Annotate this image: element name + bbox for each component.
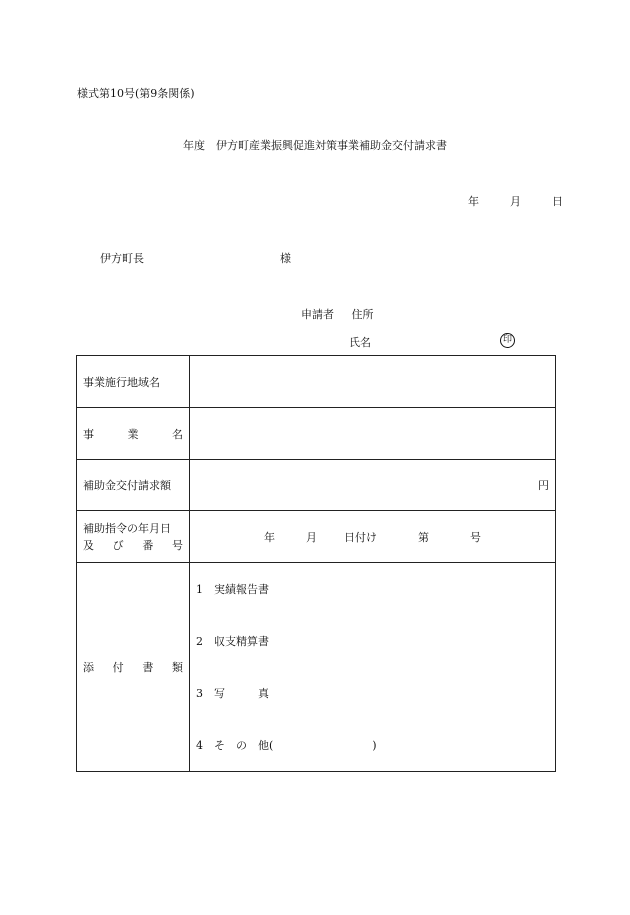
applicant-name-label: 氏名 — [349, 336, 371, 349]
attachment-text: 収支精算書 — [214, 635, 269, 648]
project-field[interactable] — [190, 408, 556, 460]
addressee-line — [100, 250, 291, 266]
directive-label-char: 番 — [142, 538, 154, 552]
table-row — [77, 563, 556, 772]
project-label-char: 名 — [172, 427, 183, 441]
list-item — [196, 563, 555, 615]
date-year: 年 — [468, 195, 479, 208]
seal-mark-icon: 印 — [500, 333, 515, 348]
attachments-list — [190, 563, 556, 772]
attachments-label-char: 付 — [112, 661, 124, 674]
date-month: 月 — [510, 195, 521, 208]
amount-field[interactable] — [190, 460, 556, 511]
attachments-label — [77, 563, 190, 772]
project-label-char: 業 — [127, 427, 139, 441]
directive-label-char: び — [112, 538, 124, 552]
attachments-label-char: 書 — [142, 661, 154, 674]
table-row — [77, 408, 556, 460]
directive-dated: 日付け — [344, 530, 377, 544]
attachment-text: 実績報告書 — [214, 583, 269, 596]
list-item — [196, 667, 555, 719]
form-number: 様式第10号(第9条関係) — [77, 87, 195, 100]
request-form-table — [76, 355, 556, 772]
directive-label-char: 及 — [83, 538, 94, 552]
address-label: 住所 — [351, 308, 374, 321]
addressee-name: 伊方町長 — [100, 252, 144, 265]
project-label — [77, 408, 190, 460]
directive-month: 月 — [306, 530, 317, 544]
attachment-text: そ の 他( ) — [214, 739, 377, 752]
attachment-text: 写 真 — [214, 687, 269, 700]
attachments-label-char: 類 — [171, 661, 183, 674]
table-row — [77, 460, 556, 511]
amount-unit: 円 — [538, 479, 549, 492]
attachment-number: 4 — [196, 738, 203, 752]
attachments-label-char: 添 — [83, 661, 94, 674]
directive-label-char: 号 — [171, 538, 183, 552]
attachment-number: 1 — [196, 582, 203, 596]
date-day: 日 — [552, 195, 563, 208]
table-row — [77, 356, 556, 408]
area-field[interactable] — [190, 356, 556, 408]
list-item — [196, 615, 555, 667]
table-row — [77, 511, 556, 563]
directive-year: 年 — [264, 530, 275, 544]
list-item — [196, 719, 555, 771]
attachment-number: 3 — [196, 686, 203, 700]
applicant-address-line — [301, 306, 374, 322]
directive-no-prefix: 第 — [418, 530, 429, 544]
directive-label — [77, 511, 190, 563]
addressee-honorific: 様 — [280, 252, 291, 265]
attachment-number: 2 — [196, 634, 203, 648]
date-line — [468, 193, 563, 209]
directive-no-suffix: 号 — [470, 530, 481, 544]
area-label: 事業施行地域名 — [77, 356, 190, 408]
directive-field[interactable] — [190, 511, 556, 563]
directive-label-line1: 補助指令の年月日 — [83, 521, 171, 535]
amount-label: 補助金交付請求額 — [77, 460, 190, 511]
project-label-char: 事 — [83, 427, 94, 441]
document-title: 年度 伊方町産業振興促進対策事業補助金交付請求書 — [183, 139, 447, 152]
applicant-label: 申請者 — [301, 308, 334, 321]
